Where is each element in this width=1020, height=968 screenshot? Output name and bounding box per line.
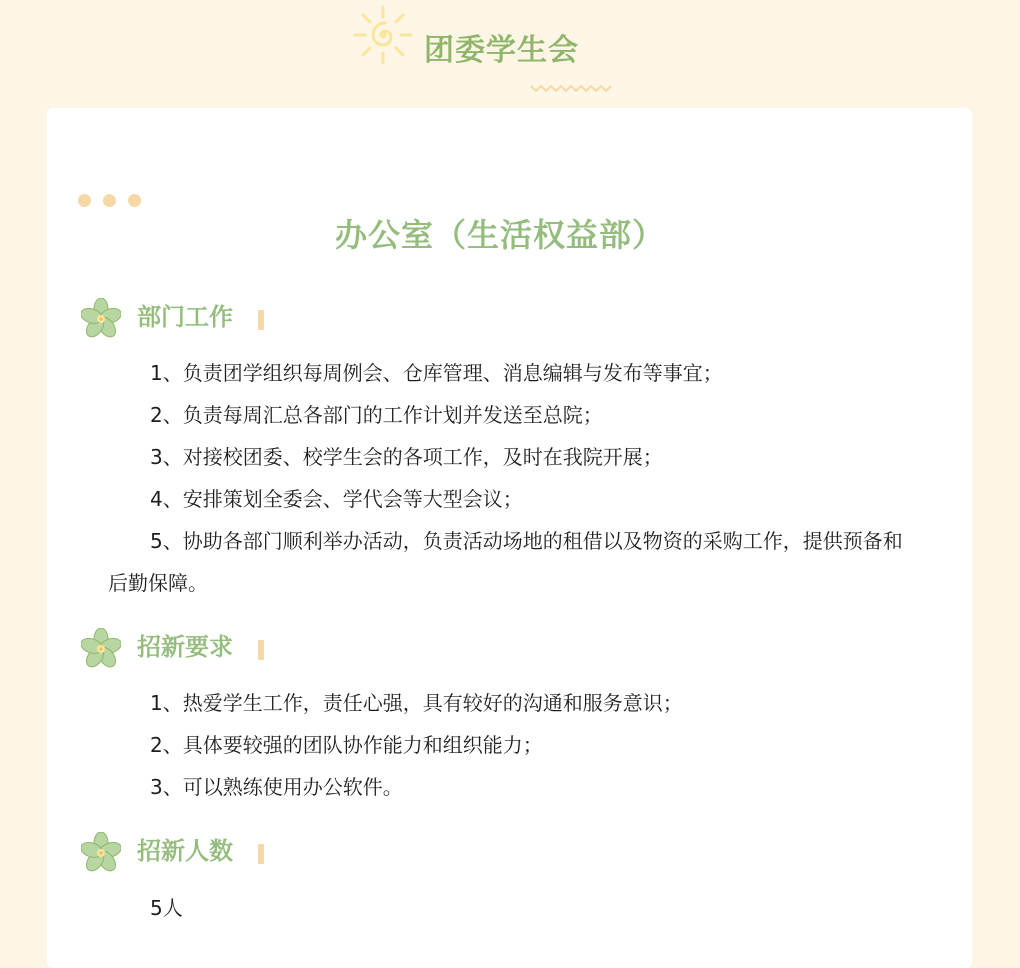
page-title: 团委学生会 [424, 33, 579, 68]
heading-accent-bar [258, 640, 264, 660]
heading-accent-bar [258, 844, 264, 864]
dot-icon [103, 194, 116, 207]
flower-icon [81, 832, 121, 872]
headcount-value: 5人 [150, 896, 183, 920]
department-title: 办公室（生活权益部） [334, 216, 665, 254]
page-header [0, 0, 1020, 108]
flower-icon [81, 298, 121, 338]
section-heading-label: 招新要求 [137, 633, 233, 661]
list-item: 3、对接校团委、校学生会的各项工作，及时在我院开展； [150, 445, 663, 469]
list-item: 1、负责团学组织每周例会、仓库管理、消息编辑与发布等事宜； [150, 361, 723, 385]
list-item: 2、具体要较强的团队协作能力和组织能力； [150, 733, 543, 757]
dot-icon [78, 194, 91, 207]
list-item: 1、热爱学生工作，责任心强，具有较好的沟通和服务意识； [150, 691, 683, 715]
list-item: 4、安排策划全委会、学代会等大型会议； [150, 487, 523, 511]
section-heading-label: 部门工作 [137, 303, 233, 331]
list-item: 5、协助各部门顺利举办活动，负责活动场地的租借以及物资的采购工作，提供预备和后勤保障。 [108, 529, 903, 595]
list-item: 2、负责每周汇总各部门的工作计划并发送至总院； [150, 403, 603, 427]
sun-swirl-icon [352, 4, 414, 66]
section-heading-label: 招新人数 [137, 837, 233, 865]
flower-icon [81, 628, 121, 668]
heading-accent-bar [258, 310, 264, 330]
decorative-dots [78, 192, 153, 206]
dot-icon [128, 194, 141, 207]
wave-divider-icon [529, 82, 613, 94]
list-item: 3、可以熟练使用办公软件。 [150, 775, 403, 799]
